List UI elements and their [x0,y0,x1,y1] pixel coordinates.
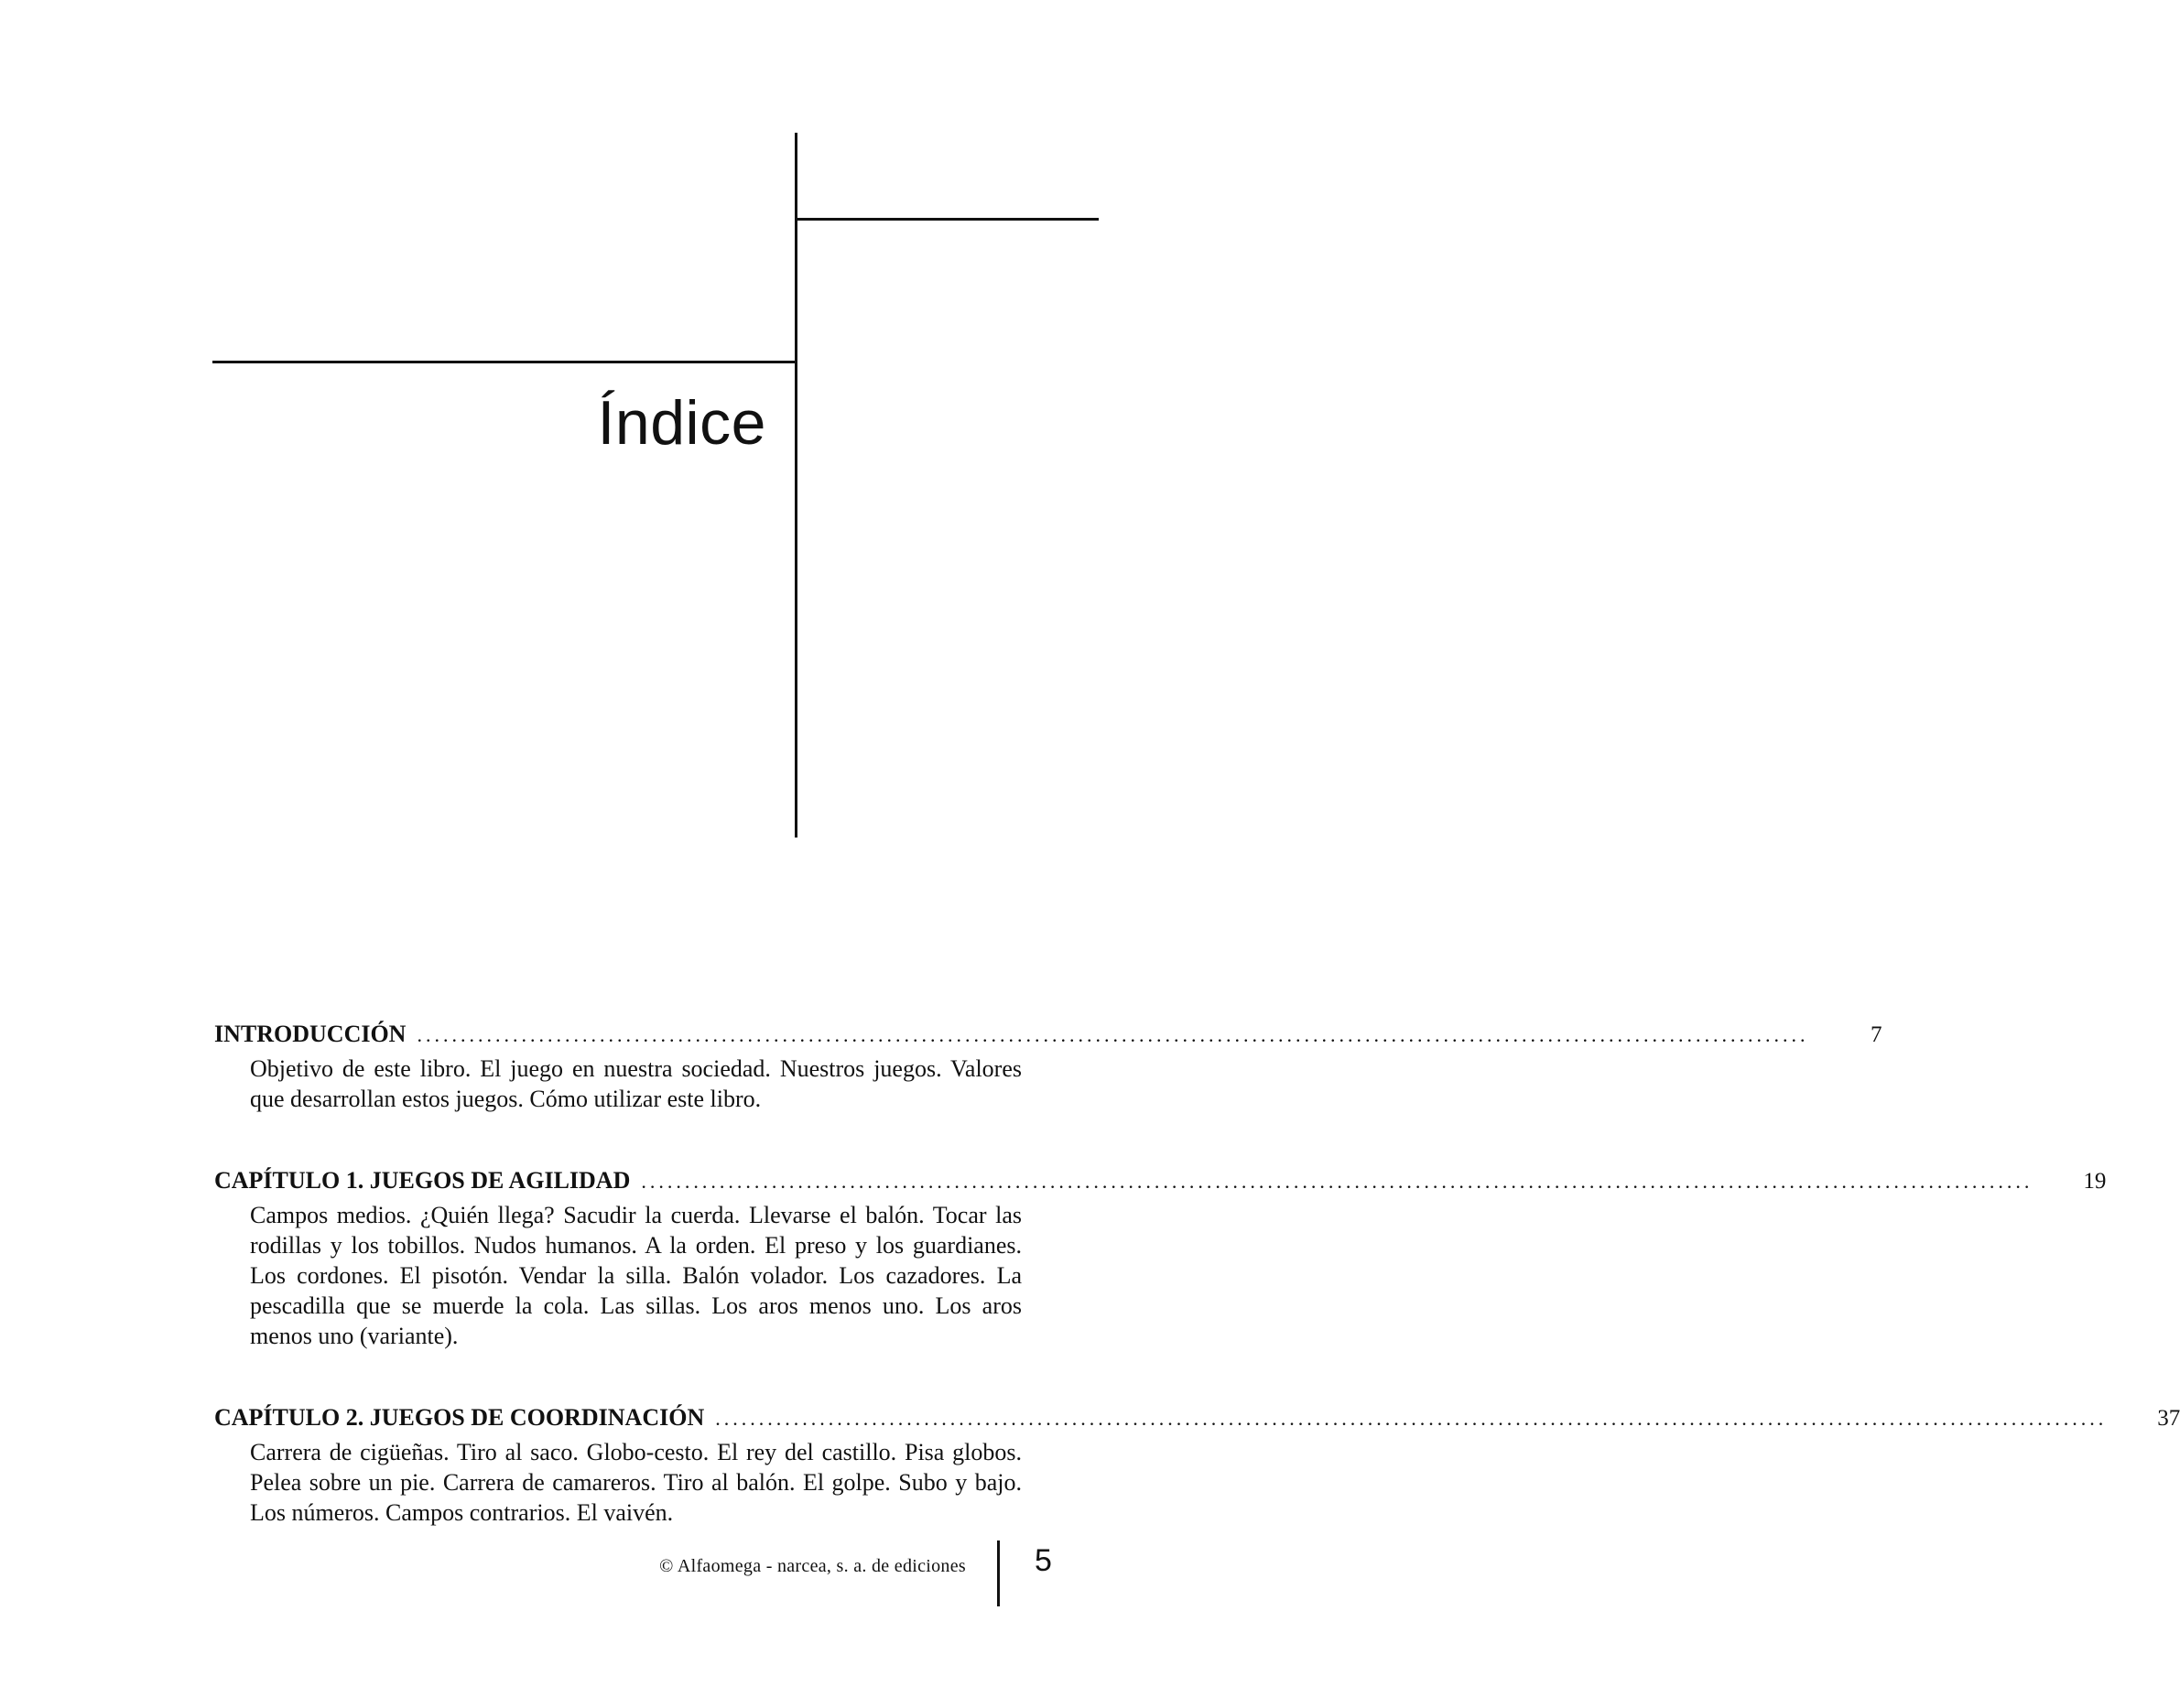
toc-entry-page: 19 [2083,1169,2107,1194]
toc-entry-description: Campos medios. ¿Quién llega? Sacudir la cuerda. Llevarse el balón. Tocar las rodillas y los tobillos. Nudos humanos. A la orden. El preso y los guardianes. Los cordones. El pisotón. Vendar la silla. Balón volador. Los cazadores. La pescadilla que se muerde la cola. Las sillas. Los aros menos uno. Los aros menos uno (variante). [250,1202,1022,1349]
toc-entry-label: INTRODUCCIÓN [214,1021,407,1047]
toc-entry-page: 7 [1870,1022,1882,1047]
toc-entry-introduccion [214,1016,1882,1114]
toc-entry-description: Objetivo de este libro. El juego en nuestra sociedad. Nuestros juegos. Valores que desarrollan estos juegos. Cómo utilizar este libro. [250,1055,1022,1112]
toc-entry-capitulo-2 [214,1400,2180,1528]
toc-leader-dots: ................................................................................................................................................................ [715,1407,2108,1430]
toc-entry-head [214,1162,2107,1200]
toc-entry-head [214,1016,1882,1054]
page-number: 5 [1035,1543,1052,1578]
toc-leader-dots: ................................................................................................................................................................ [641,1170,2034,1193]
toc-entry-capitulo-1 [214,1162,2107,1351]
toc-entry-label: CAPÍTULO 1. JUEGOS DE AGILIDAD [214,1167,631,1194]
horizontal-rule-left [212,361,797,363]
toc-leader-dots: ................................................................................................................................................................ [417,1023,1809,1046]
footer-copyright: © Alfaomega - narcea, s. a. de ediciones [659,1556,966,1576]
toc-entry-head [214,1400,2180,1437]
toc-entry-page: 37 [2157,1406,2180,1431]
page-title: Índice [597,388,766,458]
footer-divider [997,1540,1000,1606]
vertical-rule [795,133,797,838]
toc-entry-description: Carrera de cigüeñas. Tiro al saco. Globo-cesto. El rey del castillo. Pisa globos. Pelea sobre un pie. Carrera de camareros. Tiro al balón. El golpe. Subo y bajo. Los números. Campos contrarios. El vaivén. [250,1439,1022,1526]
horizontal-rule-right [795,218,1099,221]
table-of-contents [214,1016,2180,1576]
toc-entry-label: CAPÍTULO 2. JUEGOS DE COORDINACIÓN [214,1404,705,1431]
